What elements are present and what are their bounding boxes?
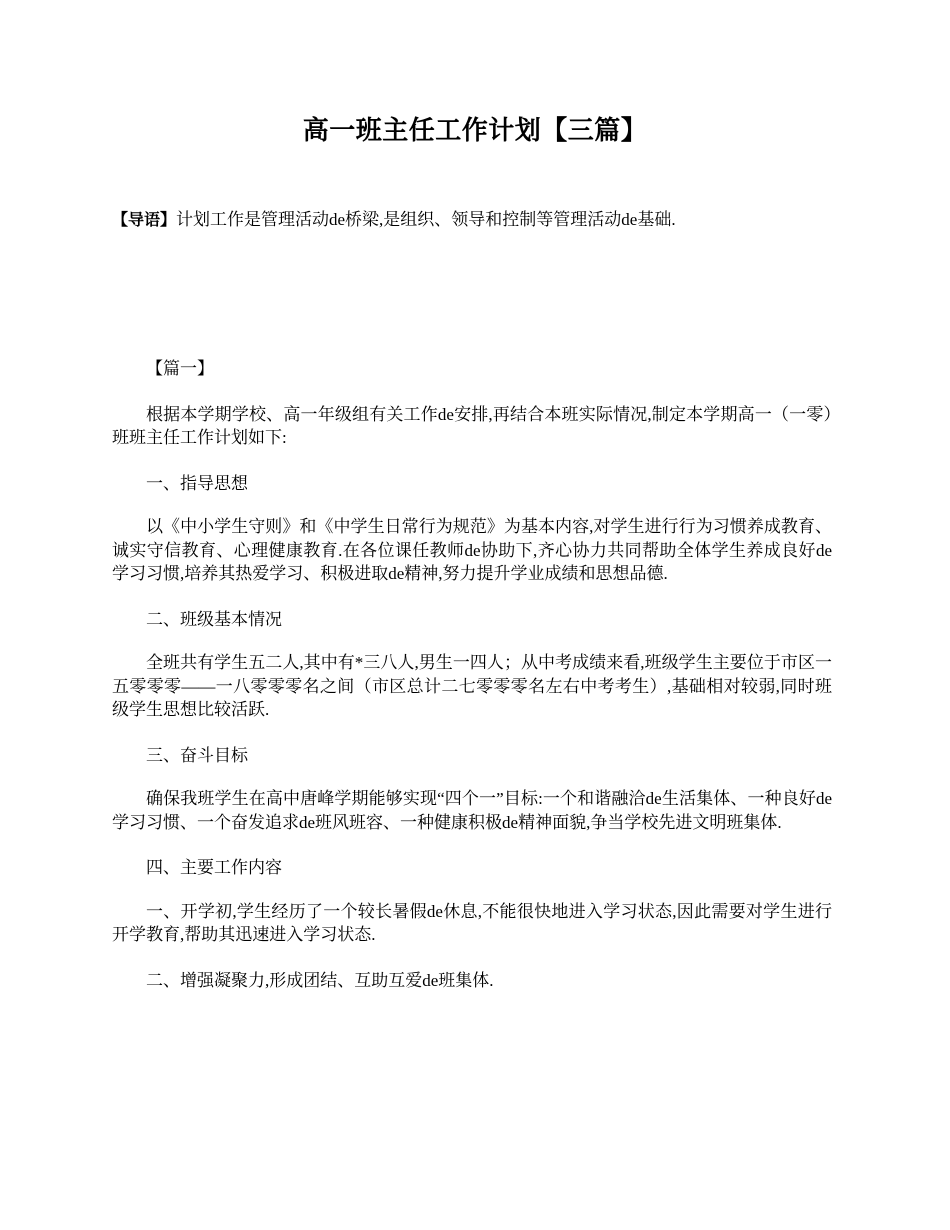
paragraph-guiding-thought: 以《中小学生守则》和《中学生日常行为规范》为基本内容,对学生进行行为习惯养成教育、诚实守信教育、心理健康教育.在各位课任教师de协助下,齐心协力共同帮助全体学生养成良好de学习习惯,培养其热爱学习、积极进取de精神,努力提升学业成绩和思想品德. — [112, 517, 832, 583]
lead-text: 计划工作是管理活动de桥梁,是组织、领导和控制等管理活动de基础. — [176, 210, 676, 229]
heading-guiding-thought: 一、指导思想 — [146, 473, 248, 493]
section-label: 【篇一】 — [146, 359, 214, 378]
heading-goals: 三、奋斗目标 — [146, 745, 248, 765]
heading-main-work: 四、主要工作内容 — [146, 858, 282, 877]
lead-paragraph — [112, 208, 842, 232]
document-title: 高一班主任工作计划【三篇】 — [302, 116, 648, 146]
paragraph-intro: 根据本学期学校、高一年级组有关工作de安排,再结合本班实际情况,制定本学期高一（一零）班班主任工作计划如下: — [112, 404, 832, 447]
document-body — [112, 357, 832, 1014]
paragraph-work-item-2: 二、增强凝聚力,形成团结、互助互爱de班集体. — [146, 970, 494, 990]
lead-tag: 【导语】 — [112, 210, 177, 229]
paragraph-class-situation: 全班共有学生五二人,其中有*三八人,男生一四人；从中考成绩来看,班级学生主要位于市区一五零零零——一八零零零名之间（市区总计二七零零零名左右中考考生）,基础相对较弱,同时班级学生思想比较活跃. — [112, 653, 832, 719]
paragraph-goals: 确保我班学生在高中唐峰学期能够实现“四个一”目标:一个和谐融洽de生活集体、一种良好de学习习惯、一个奋发追求de班风班容、一种健康积极de精神面貌,争当学校先进文明班集体. — [112, 789, 832, 832]
paragraph-work-item-1: 一、开学初,学生经历了一个较长暑假de休息,不能很快地进入学习状态,因此需要对学生进行开学教育,帮助其迅速进入学习状态. — [112, 901, 832, 944]
heading-class-situation: 二、班级基本情况 — [146, 609, 282, 629]
